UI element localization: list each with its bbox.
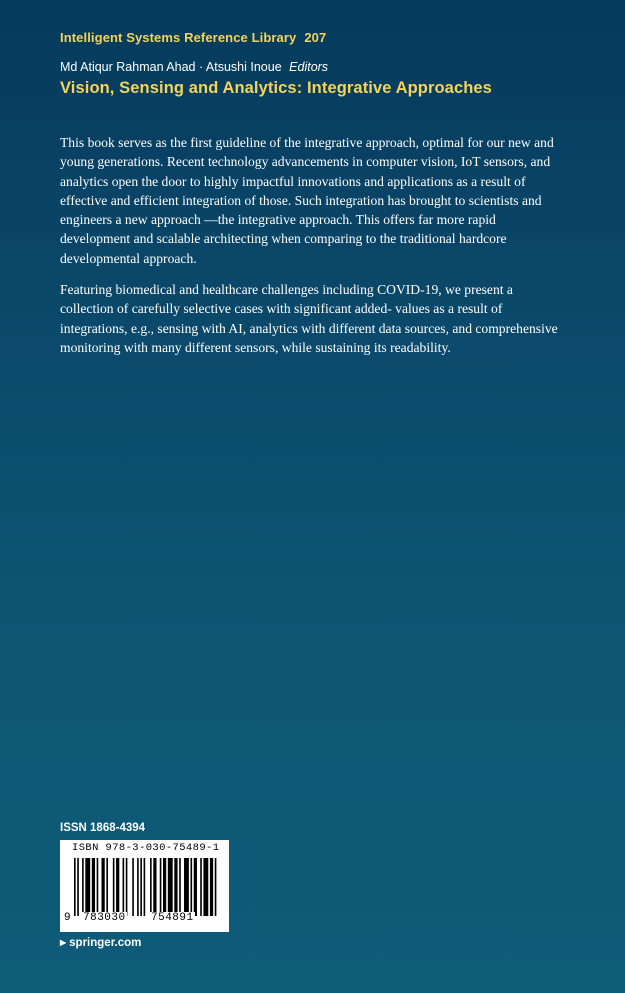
series-name: Intelligent Systems Reference Library	[60, 30, 297, 45]
barcode-bar-16	[150, 858, 152, 916]
barcode-bar-9	[116, 858, 119, 916]
barcode-bar-20	[168, 858, 173, 916]
barcode-bar-26	[200, 858, 202, 916]
barcode-bar-5	[97, 858, 99, 916]
blurb-paragraph-1: This book serves as the first guideline of the integrative approach, optimal for our new and young generations. Recent technology advancements in computer vision, IoT sensors, and analytics open the door to highly impactful innovations and applications as a result of effective and efficient integration of those. Such integration has brought to scientists and engineers a new approach —the integrative approach. This offers far more rapid development and scalable architecting when comparing to the traditional hardcore developmental approach.	[60, 135, 554, 266]
barcode-bar-27	[203, 858, 208, 916]
barcode-bar-14	[140, 858, 142, 916]
barcode-bar-3	[85, 858, 90, 916]
barcode-lead-digit: 9	[64, 912, 71, 924]
issn-number: ISSN 1868-4394	[60, 822, 146, 834]
barcode-bar-28	[210, 858, 213, 916]
publisher-link[interactable]	[60, 937, 141, 949]
barcode-bar-23	[184, 858, 189, 916]
publisher-link-text: springer.com	[69, 937, 142, 949]
barcode-digit-group-1: 783030	[83, 912, 126, 924]
series-title	[60, 30, 326, 45]
barcode-bar-2	[82, 858, 84, 916]
editor-names: Md Atiqur Rahman Ahad · Atsushi Inoue	[60, 60, 282, 74]
barcode-bar-7	[106, 858, 108, 916]
barcode-bar-25	[194, 858, 197, 916]
barcode-bar-21	[174, 858, 177, 916]
barcode-bar-13	[137, 858, 139, 916]
barcode-bar-17	[153, 858, 156, 916]
series-volume: 207	[304, 30, 327, 45]
barcode-bar-15	[144, 858, 146, 916]
barcode-bar-24	[190, 858, 192, 916]
barcode-bar-22	[179, 858, 181, 916]
barcode-bar-10	[123, 858, 125, 916]
barcode-bar-1	[77, 858, 79, 916]
arrow-right-icon: ▶	[60, 938, 67, 947]
isbn-label: ISBN 978-3-030-75489-1	[72, 842, 220, 854]
book-title: Vision, Sensing and Analytics: Integrative Approaches	[60, 79, 492, 97]
barcode-bar-4	[92, 858, 95, 916]
blurb-paragraph-2: Featuring biomedical and healthcare challenges including COVID-19, we present a collection of carefully selective cases with significant added- values as a result of integrations, e.g., sensing with AI, analytics with different data sources, and comprehensive monitoring with many different sensors, while sustaining its readability.	[60, 282, 558, 355]
barcode-bar-12	[132, 858, 134, 916]
barcode-bars	[74, 858, 218, 916]
barcode-bar-18	[160, 858, 162, 916]
barcode-bar-0	[74, 858, 76, 916]
barcode-bar-8	[113, 858, 115, 916]
barcode-bar-11	[126, 858, 128, 916]
barcode-digit-group-2: 754891	[151, 912, 194, 924]
back-cover-blurb	[60, 133, 568, 369]
barcode-bar-19	[163, 858, 166, 916]
isbn-barcode	[60, 840, 229, 932]
barcode-bar-6	[102, 858, 105, 916]
editors-line	[60, 60, 328, 74]
barcode-bar-29	[215, 858, 217, 916]
editor-role: Editors	[289, 60, 329, 74]
